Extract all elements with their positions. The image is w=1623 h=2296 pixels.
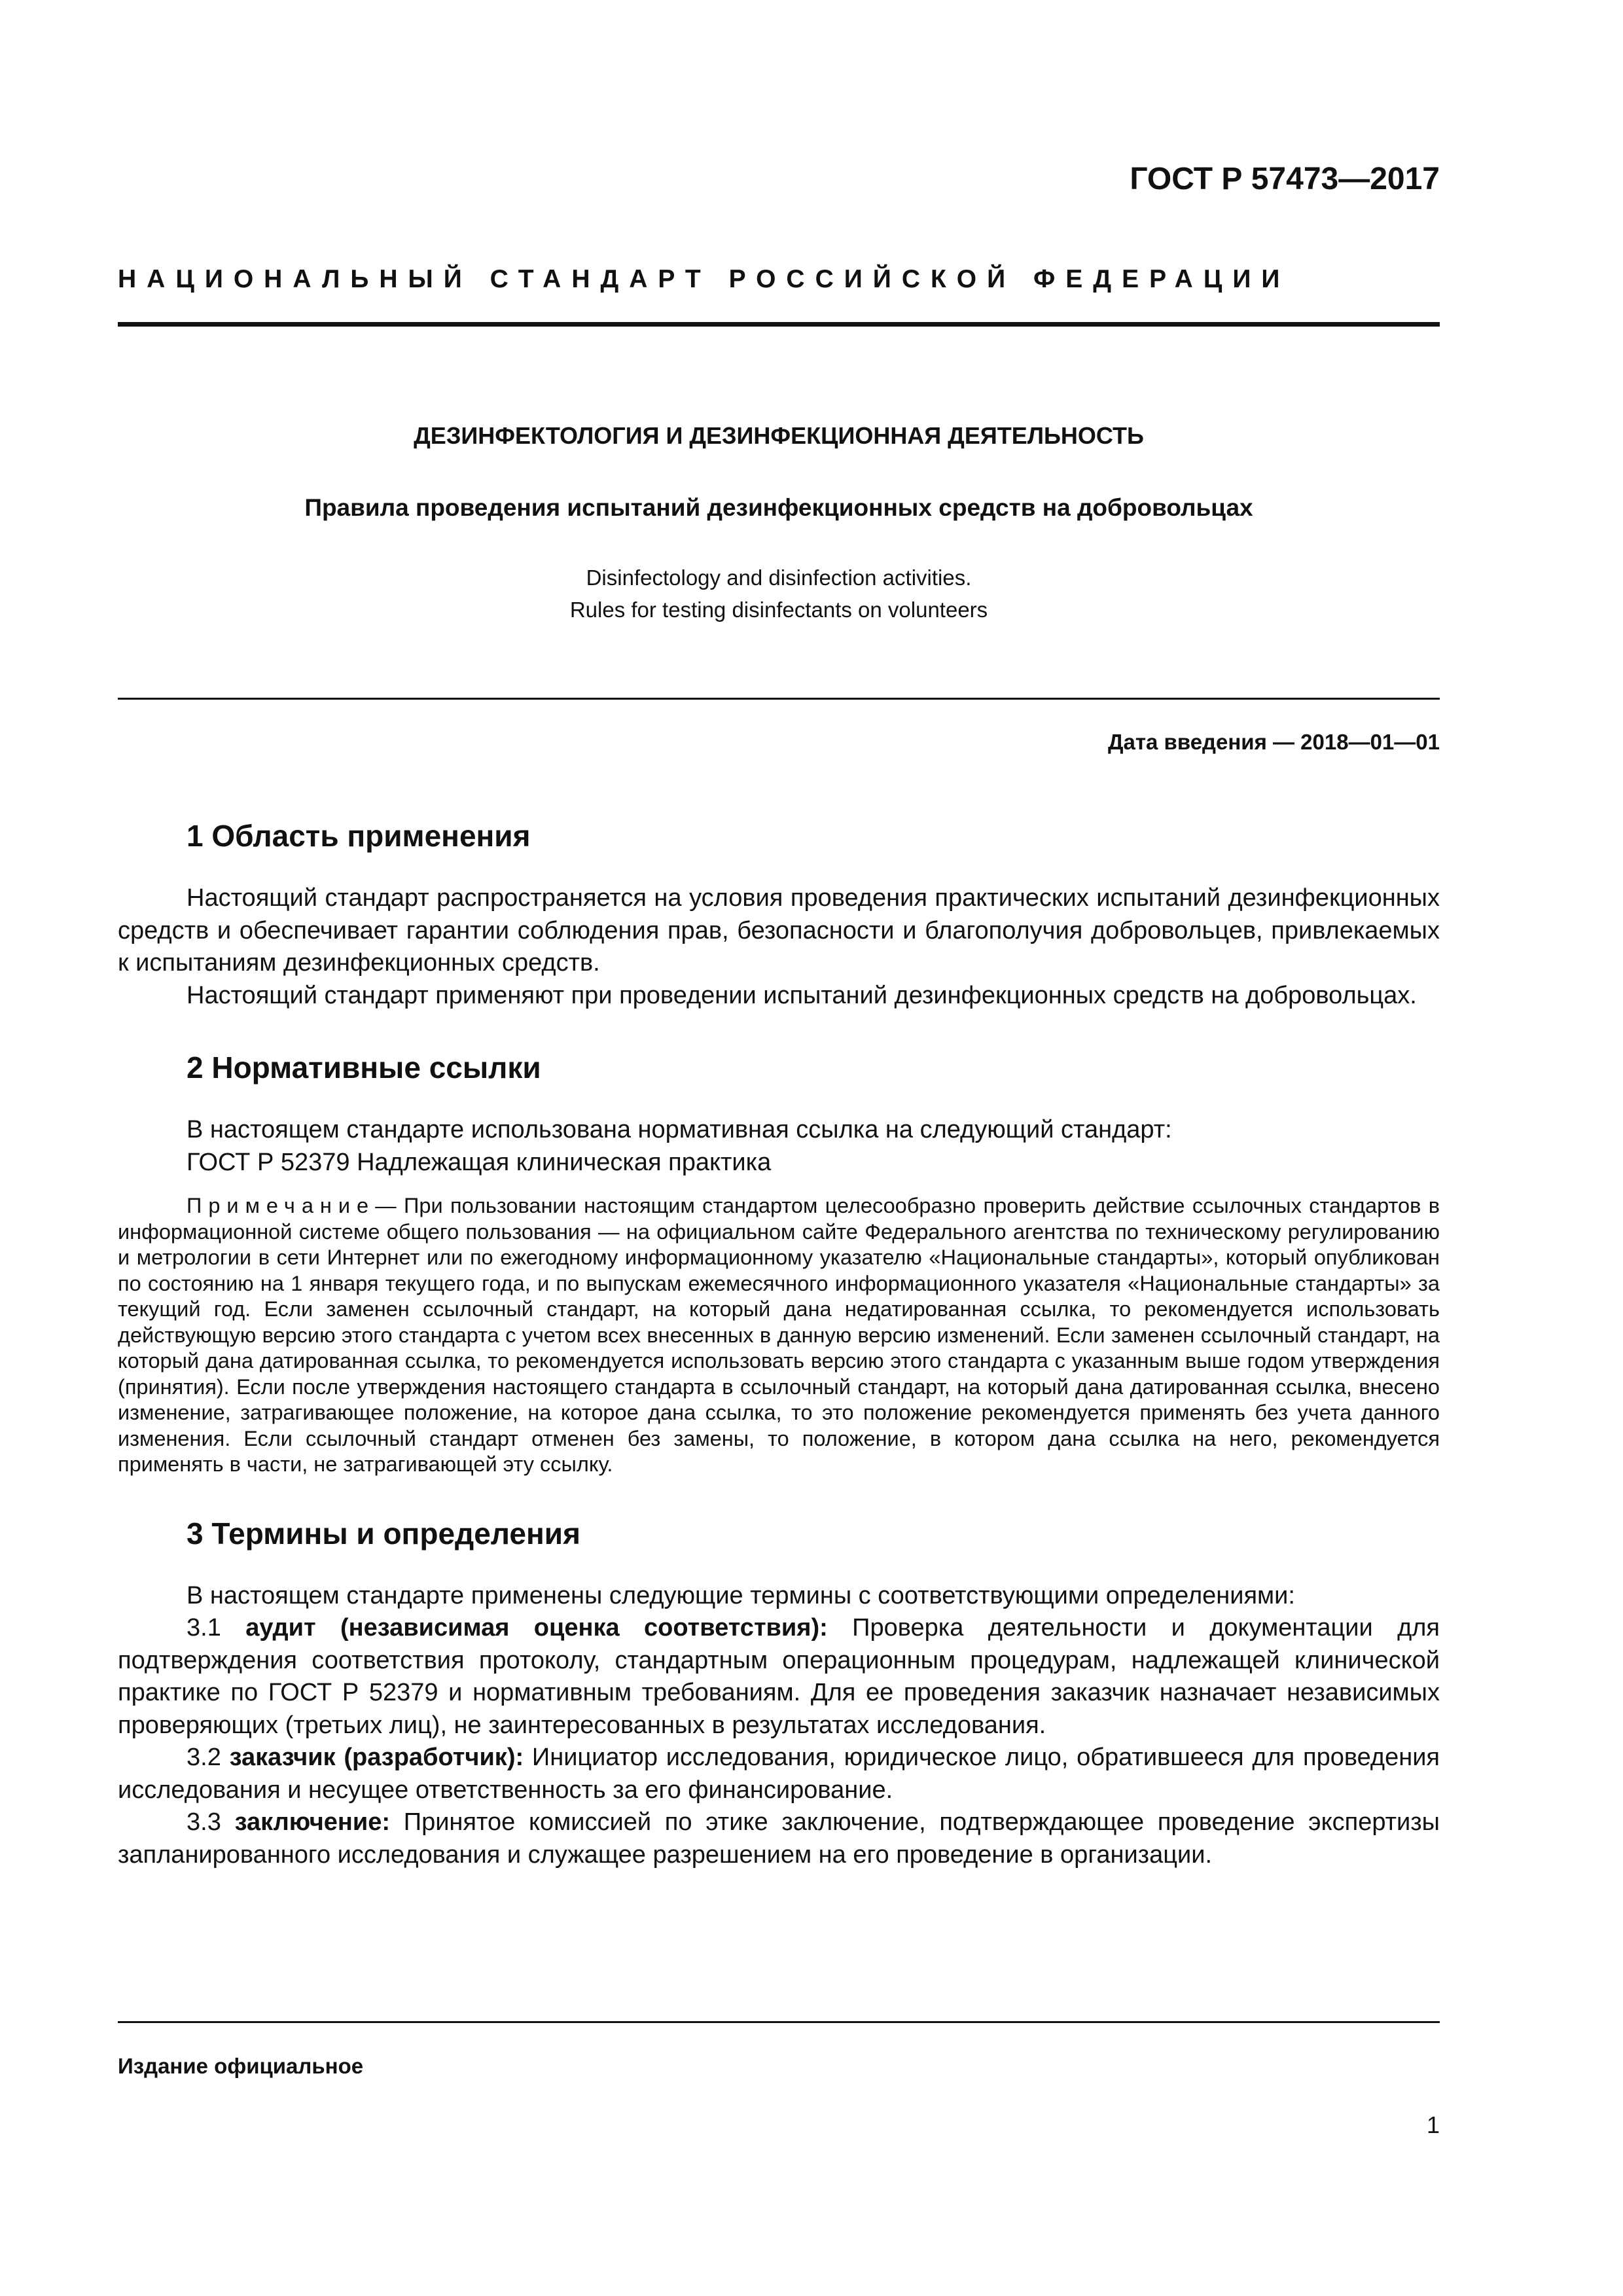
term-3-3-number: 3.3 [187, 1808, 221, 1836]
page-number: 1 [1426, 2111, 1440, 2138]
introduction-date: Дата введения — 2018—01—01 [1108, 730, 1440, 754]
term-3-2-number: 3.2 [187, 1744, 221, 1771]
term-3-3-name: заключение: [234, 1808, 391, 1836]
english-title [118, 562, 1440, 626]
term-3-1 [118, 1612, 1440, 1742]
term-3-2-name: заказчик (разработчик): [229, 1744, 524, 1771]
english-title-line-1: Disinfectology and disinfection activities. [586, 565, 972, 590]
section-1-paragraph-1: Настоящий стандарт распространяется на условия проведения практических испытаний дезинфекционных средств и обеспечивает гарантии соблюдения прав, безопасности и благополучия добровольцев, привлекаемых к испытаниям дезинфекционных средств. [118, 884, 1440, 977]
section-2-heading: 2 Нормативные ссылки [187, 1050, 541, 1085]
title-divider [118, 698, 1440, 700]
term-3-3 [118, 1806, 1440, 1871]
section-1-heading: 1 Область применения [187, 819, 531, 853]
term-3-1-number: 3.1 [187, 1614, 221, 1641]
section-2-note [118, 1193, 1440, 1478]
document-page [118, 0, 1440, 2296]
note-text: — При пользовании настоящим стандартом целесообразно проверить действие ссылочных стандартов в информационной системе общего пользования — на официальном сайте Федерального агентства по техническому регулированию и метрологии в сети Интернет или по ежегодному информационному указателю «Национальные стандарты», который опубликован по состоянию на 1 января текущего года, и по выпускам ежемесячного информационного указателя «Национальные стандарты» за текущий год. Если заменен ссылочный стандарт, на который дана недатированная ссылка, то рекомендуется использовать действующую версию этого стандарта с учетом всех внесенных в данную версию изменений. Если заменен ссылочный стандарт, на который дана датированная ссылка, то рекомендуется использовать версию этого стандарта с указанным выше годом утверждения (принятия). Если после утверждения настоящего стандарта в ссылочный стандарт, на который дана датированная ссылка, внесено изменение, затрагивающее положение, на которое дана ссылка, то это положение рекомендуется применять без учета данного изменения. Если ссылочный стандарт отменен без замены, то положение, в котором дана ссылка на него, рекомендуется применять в части, не затрагивающей эту ссылку. [118, 1194, 1440, 1476]
section-2-paragraph-1: В настоящем стандарте использована нормативная ссылка на следующий стандарт: [187, 1116, 1172, 1143]
document-title: ДЕЗИНФЕКТОЛОГИЯ И ДЕЗИНФЕКЦИОННАЯ ДЕЯТЕЛЬНОСТЬ [414, 422, 1144, 449]
standard-number: ГОСТ Р 57473—2017 [1130, 162, 1440, 196]
document-body [118, 818, 1440, 1871]
section-3-intro: В настоящем стандарте применены следующие термины с соответствующими определениями: [187, 1581, 1295, 1609]
english-title-line-2: Rules for testing disinfectants on volunteers [569, 598, 988, 622]
section-3-heading: 3 Термины и определения [187, 1516, 580, 1551]
section-2-reference: ГОСТ Р 52379 Надлежащая клиническая практика [187, 1148, 772, 1176]
national-standard-title: НАЦИОНАЛЬНЫЙ СТАНДАРТ РОССИЙСКОЙ ФЕДЕРАЦИИ [118, 265, 1291, 293]
document-subtitle: Правила проведения испытаний дезинфекционных средств на добровольцах [304, 494, 1253, 521]
note-label: Примечание [187, 1194, 376, 1217]
term-3-1-definition: Проверка деятельности и документации для подтверждения соответствия протоколу, стандартным операционным процедурам, надлежащей клинической практике по ГОСТ Р 52379 и нормативным требованиям. Для ее проведения заказчик назначает независимых проверяющих (третьих лиц), не заинтересованных в результатах исследования. [118, 1614, 1440, 1739]
term-3-2-definition: Инициатор исследования, юридическое лицо, обратившееся для проведения исследования и несущее ответственность за его финансирование. [118, 1744, 1440, 1804]
footer-divider [118, 2021, 1440, 2023]
official-edition-label: Издание официальное [118, 2054, 364, 2078]
header-divider [118, 322, 1440, 327]
term-3-3-definition: Принятое комиссией по этике заключение, подтверждающее проведение экспертизы запланированного исследования и служащее разрешением на его проведение в организации. [118, 1808, 1440, 1869]
term-3-1-name: аудит (независимая оценка соответствия): [245, 1614, 828, 1641]
section-1-paragraph-2: Настоящий стандарт применяют при проведении испытаний дезинфекционных средств на добровольцах. [187, 981, 1417, 1009]
term-3-2 [118, 1742, 1440, 1806]
